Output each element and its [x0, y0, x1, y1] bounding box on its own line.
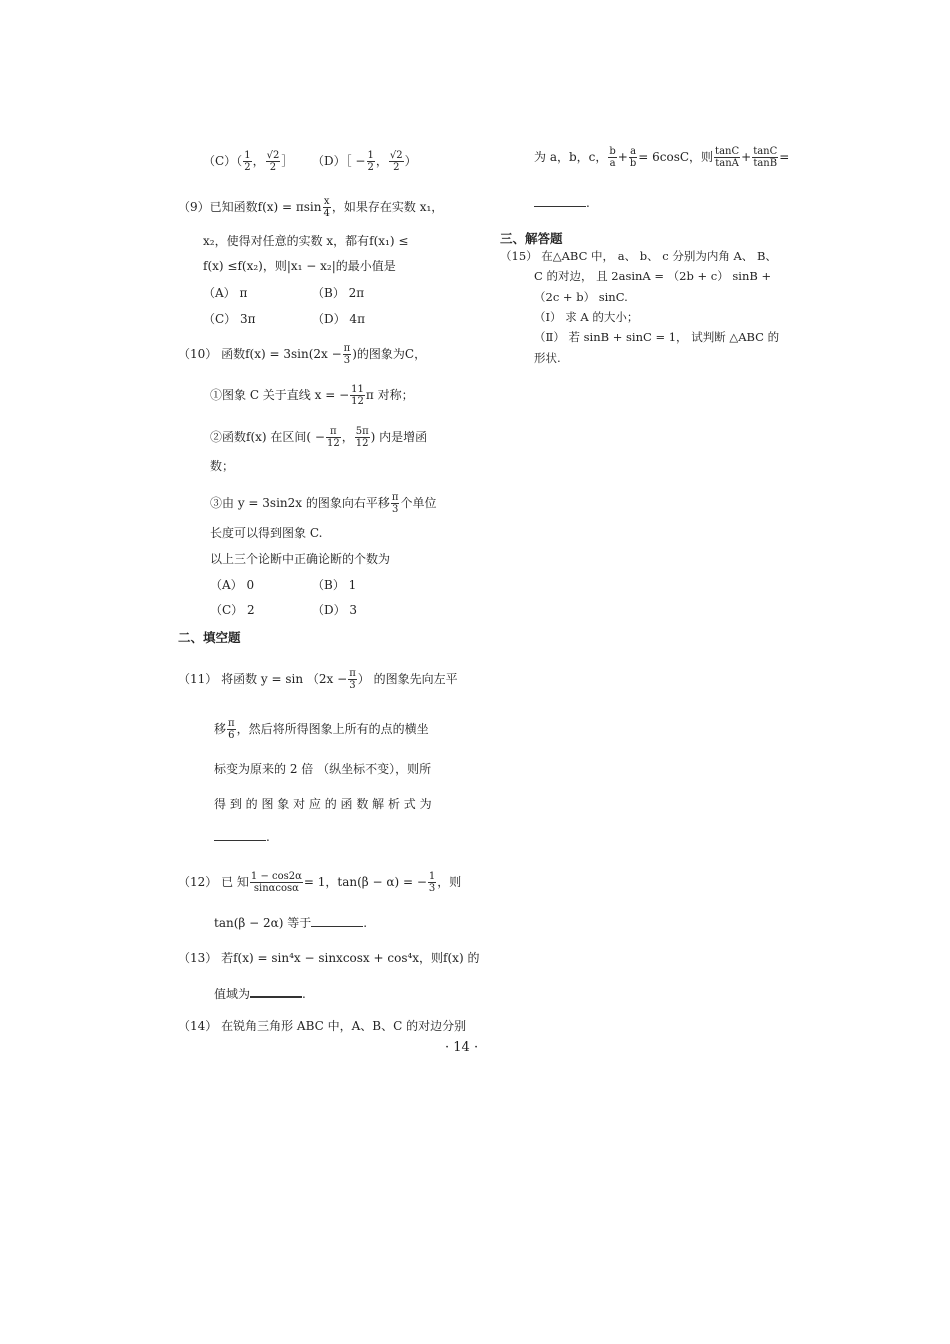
q10-frac: $\frac{\pi}{3}$ — [343, 343, 351, 366]
q15-part-2-cont: 形状. — [534, 351, 561, 365]
section-heading-fill-in: 二、填空题 — [178, 630, 241, 645]
q12-line1: （12） 已 知 $\frac{1 - \cos 2\alpha}{\sin\alpha\cos\alpha}$ = 1，tan(β − α) = − $\frac{1}{3}$ ，则 — [178, 871, 462, 894]
q8-option-c: （C）（ $\frac{1}{2}$ ， $\frac{√2}{2}$ ］ — [203, 150, 294, 173]
q12-answer-blank — [311, 916, 363, 927]
q9-line2: x₂，使得对任意的实数 x，都有f(x₁) ≤ — [203, 234, 409, 248]
q15-line2: C 的对边， 且 2asinA = （2b + c） sinB + — [534, 269, 772, 283]
q13-line2: 值域为 . — [214, 987, 306, 1001]
section-heading-solutions: 三、解答题 — [500, 231, 563, 246]
q10-s2-frac1: $\frac{\pi}{12}$ — [326, 426, 340, 449]
q9-line3: f(x) ≤f(x₂)，则|x₁ − x₂|的最小值是 — [203, 259, 396, 273]
page-number: · 14 · — [445, 1040, 479, 1055]
q14-answer-line: . — [534, 196, 590, 210]
q10-statement-2: ②函数f(x) 在区间( − $\frac{\pi}{12}$ ， $\frac{5\pi}{12}$ ) 内是增函 — [210, 426, 428, 449]
q8-option-d: （D）［ − $\frac{1}{2}$ ， $\frac{√2}{2}$ ） — [312, 150, 417, 173]
q14-frac2: $\frac{a}{b}$ — [629, 146, 637, 169]
q13-line1: （13） 若f(x) = sin⁴x − sinxcosx + cos⁴x，则f(x) 的 — [178, 951, 480, 965]
q8-c-label: （C）（ — [203, 154, 243, 168]
q11-line2: 移 $\frac{\pi}{6}$ ，然后将所得图象上所有的点的横坐 — [214, 718, 429, 741]
q13-answer-blank — [250, 986, 302, 998]
q14-continuation: 为 a，b，c， $\frac{b}{a}$ + $\frac{a}{b}$ = 6cosC，则 $\frac{\tan C}{\tan A}$ + $\frac{\tan C}{\tan B}$ = — [534, 146, 790, 169]
q8-d-frac2: $\frac{√2}{2}$ — [389, 150, 403, 173]
q10-statement-1: ①图象 C 关于直线 x = − $\frac{11}{12}$ π 对称； — [210, 384, 414, 407]
q10-question: 以上三个论断中正确论断的个数为 — [210, 552, 391, 566]
q12-line2: tan(β − 2α) 等于 . — [214, 916, 368, 930]
q11-frac1: $\frac{\pi}{3}$ — [349, 668, 356, 691]
q9-line1: （9）已知函数f(x) = πsin $\frac{x}{4}$ ，如果存在实数 x₁， — [178, 196, 444, 219]
q9-option-b: （B） 2π — [312, 286, 365, 300]
q9-option-a: （A） π — [203, 286, 248, 300]
q15-part-2: （Ⅱ） 若 sinB + sinC = 1， 试判断 △ABC 的 — [534, 330, 780, 344]
q14-line1: （14） 在锐角三角形 ABC 中，A、B、C 的对边分别 — [178, 1019, 467, 1033]
q9-frac: $\frac{x}{4}$ — [323, 196, 330, 219]
q10-statement-3: ③由 y = 3sin2x 的图象向右平移 $\frac{\pi}{3}$ 个单位 — [210, 492, 437, 515]
q10-line1: （10） 函数f(x) = 3sin(2x − $\frac{\pi}{3}$ )的图象为C， — [178, 343, 427, 366]
q8-c-frac2: $\frac{√2}{2}$ — [266, 150, 280, 173]
q10-option-a: （A） 0 — [210, 578, 255, 592]
q10-s1-frac: $\frac{11}{12}$ — [351, 384, 364, 407]
q10-option-c: （C） 2 — [210, 603, 255, 617]
q11-line3: 标变为原来的 2 倍 （纵坐标不变），则所 — [214, 762, 432, 776]
q14-frac3: $\frac{\tan C}{\tan A}$ — [715, 146, 740, 169]
q14-frac4: $\frac{\tan C}{\tan B}$ — [753, 146, 778, 169]
q15-line1: （15） 在△ABC 中， a、 b、 c 分别为内角 A、 B、 — [500, 249, 777, 263]
q11-line4: 得 到 的 图 象 对 应 的 函 数 解 析 式 为 — [214, 797, 432, 811]
q15-line3: （2c + b） sinC. — [534, 290, 628, 304]
q8-d-label: （D）［ − — [312, 154, 366, 168]
q10-option-d: （D） 3 — [312, 603, 358, 617]
q14-frac1: $\frac{b}{a}$ — [609, 146, 616, 169]
q14-answer-blank — [534, 196, 586, 207]
q9-option-c: （C） 3π — [203, 312, 256, 326]
q15-part-1: （Ⅰ） 求 A 的大小； — [534, 310, 639, 324]
q10-s2-frac2: $\frac{5\pi}{12}$ — [355, 426, 369, 449]
q11-answer-line: . — [214, 830, 270, 844]
q10-statement-3-cont: 长度可以得到图象 C. — [210, 526, 323, 540]
q11-frac2: $\frac{\pi}{6}$ — [228, 718, 235, 741]
q8-d-frac1: $\frac{1}{2}$ — [367, 150, 374, 173]
q10-option-b: （B） 1 — [312, 578, 357, 592]
q10-statement-2-cont: 数； — [210, 459, 235, 473]
q10-s3-frac: $\frac{\pi}{3}$ — [391, 492, 399, 515]
q8-c-frac1: $\frac{1}{2}$ — [244, 150, 251, 173]
q11-answer-blank — [214, 830, 266, 841]
q11-line1: （11） 将函数 y = sin （2x − $\frac{\pi}{3}$ ） 的图象先向左平 — [178, 668, 458, 691]
q9-option-d: （D） 4π — [312, 312, 365, 326]
q12-frac1: $\frac{1 - \cos 2\alpha}{\sin\alpha\cos\alpha}$ — [250, 871, 302, 894]
q12-frac2: $\frac{1}{3}$ — [428, 871, 436, 894]
